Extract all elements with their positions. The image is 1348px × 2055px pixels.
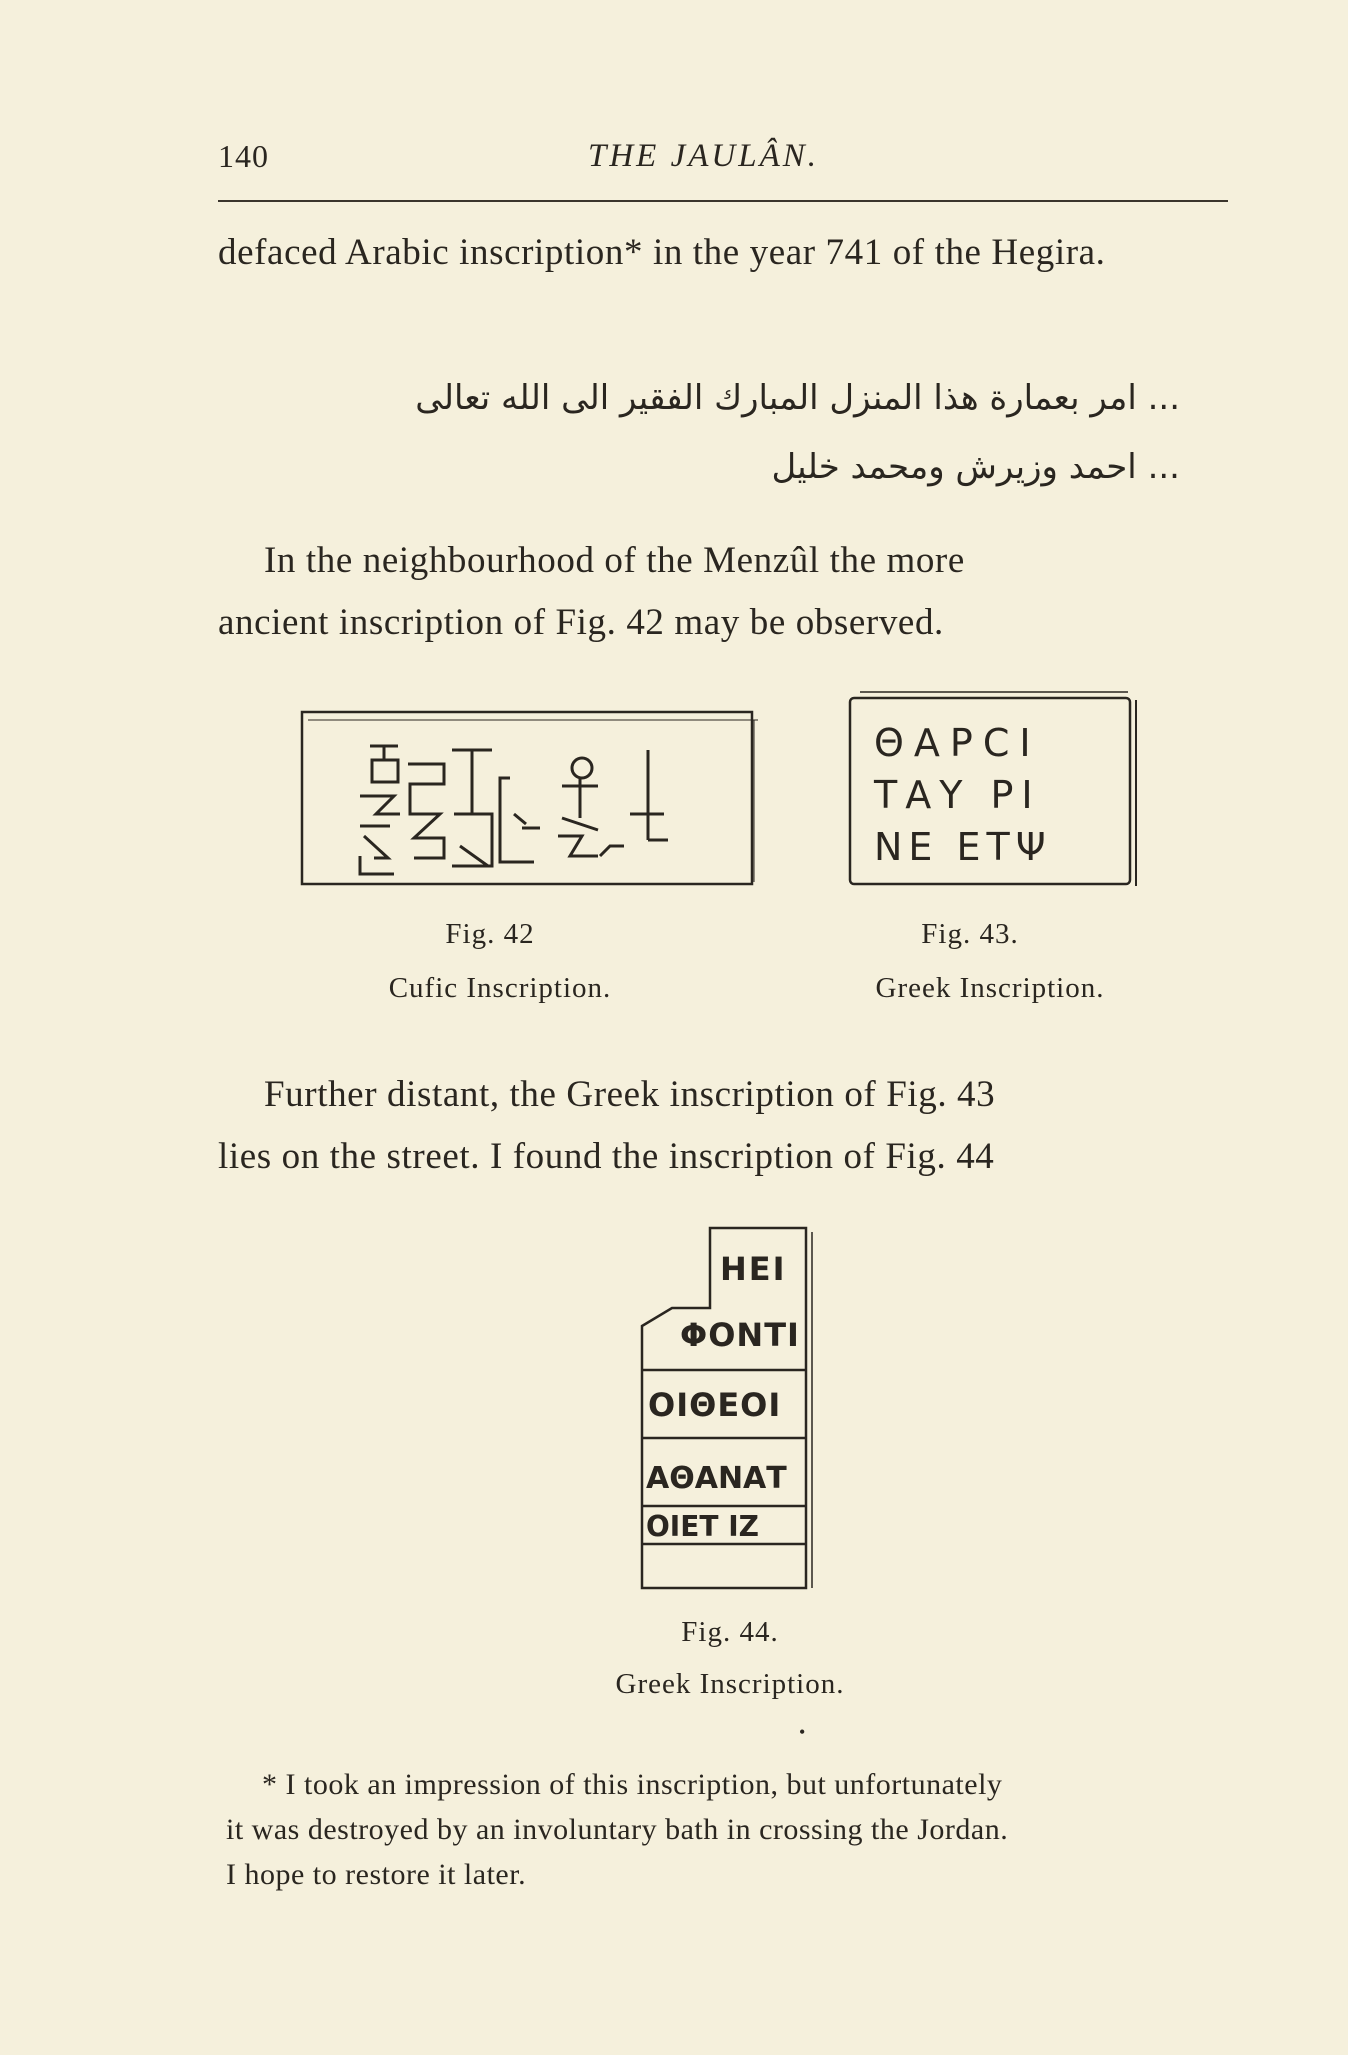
footnote-line-3: I hope to restore it later. (226, 1858, 527, 1891)
paragraph-menzul-line-2: ancient inscription of Fig. 42 may be observed. (218, 602, 944, 643)
footnote (226, 1762, 1236, 1897)
cufic-inscription-figure (300, 706, 762, 892)
fig44-label: Fig. 44. (681, 1616, 779, 1648)
page-number: 140 (218, 138, 269, 174)
page-header (218, 138, 1228, 188)
running-title: THE JAULÂN. (588, 138, 819, 174)
fig44-line-3: ΟΙΘΕΟΙ (648, 1386, 782, 1424)
fig43-line-2: ΤΑΥ ΡΙ (874, 773, 1041, 817)
fig42-caption: Cufic Inscription. (388, 972, 612, 1004)
footnote-line-1: * I took an impression of this inscription, but unfortunately (262, 1768, 1003, 1801)
fig43-caption: Greek Inscription. (875, 972, 1105, 1004)
greek-inscription-fig43 (846, 688, 1146, 894)
ink-speck: • (799, 1722, 806, 1742)
fig43-line-1: ΘΑΡCΙ (874, 721, 1041, 765)
fig42-label: Fig. 42 (445, 918, 535, 950)
paragraph-arabic-intro: defaced Arabic inscription* in the year 741 of the Hegira. (218, 232, 1106, 273)
header-rule (218, 200, 1228, 202)
fig44-line-1: ΗΕΙ (720, 1250, 787, 1288)
fig44-caption: Greek Inscription. (615, 1668, 845, 1700)
fig44-line-4: ΑΘΑΝΑΤ (646, 1461, 787, 1496)
fig43-label: Fig. 43. (921, 918, 1019, 950)
fig43-line-3: ΝΕ ΕΤΨ (874, 825, 1052, 869)
paragraph-menzul (218, 530, 1228, 654)
paragraph-menzul-line-1: In the neighbourhood of the Menzûl the more (264, 540, 965, 581)
arabic-inscription-line-2: ... احمد وزيرش ومحمد خليل (771, 447, 1180, 487)
arabic-inscription-line-1: ... امر بعمارة هذا المنزل المبارك الفقير الى الله تعالى (415, 378, 1180, 418)
paragraph-further-distant (218, 1064, 1228, 1188)
footnote-line-2: it was destroyed by an involuntary bath in crossing the Jordan. (226, 1813, 1009, 1846)
fig44-line-5: ΟΙΕΤ ΙΖ (646, 1510, 759, 1543)
fig44-line-2: ΦΟΝΤΙ (680, 1316, 800, 1354)
paragraph-further-line-2: lies on the street. I found the inscription of Fig. 44 (218, 1136, 995, 1177)
paragraph-further-line-1: Further distant, the Greek inscription of Fig. 43 (264, 1074, 996, 1115)
greek-inscription-fig44 (628, 1220, 844, 1596)
